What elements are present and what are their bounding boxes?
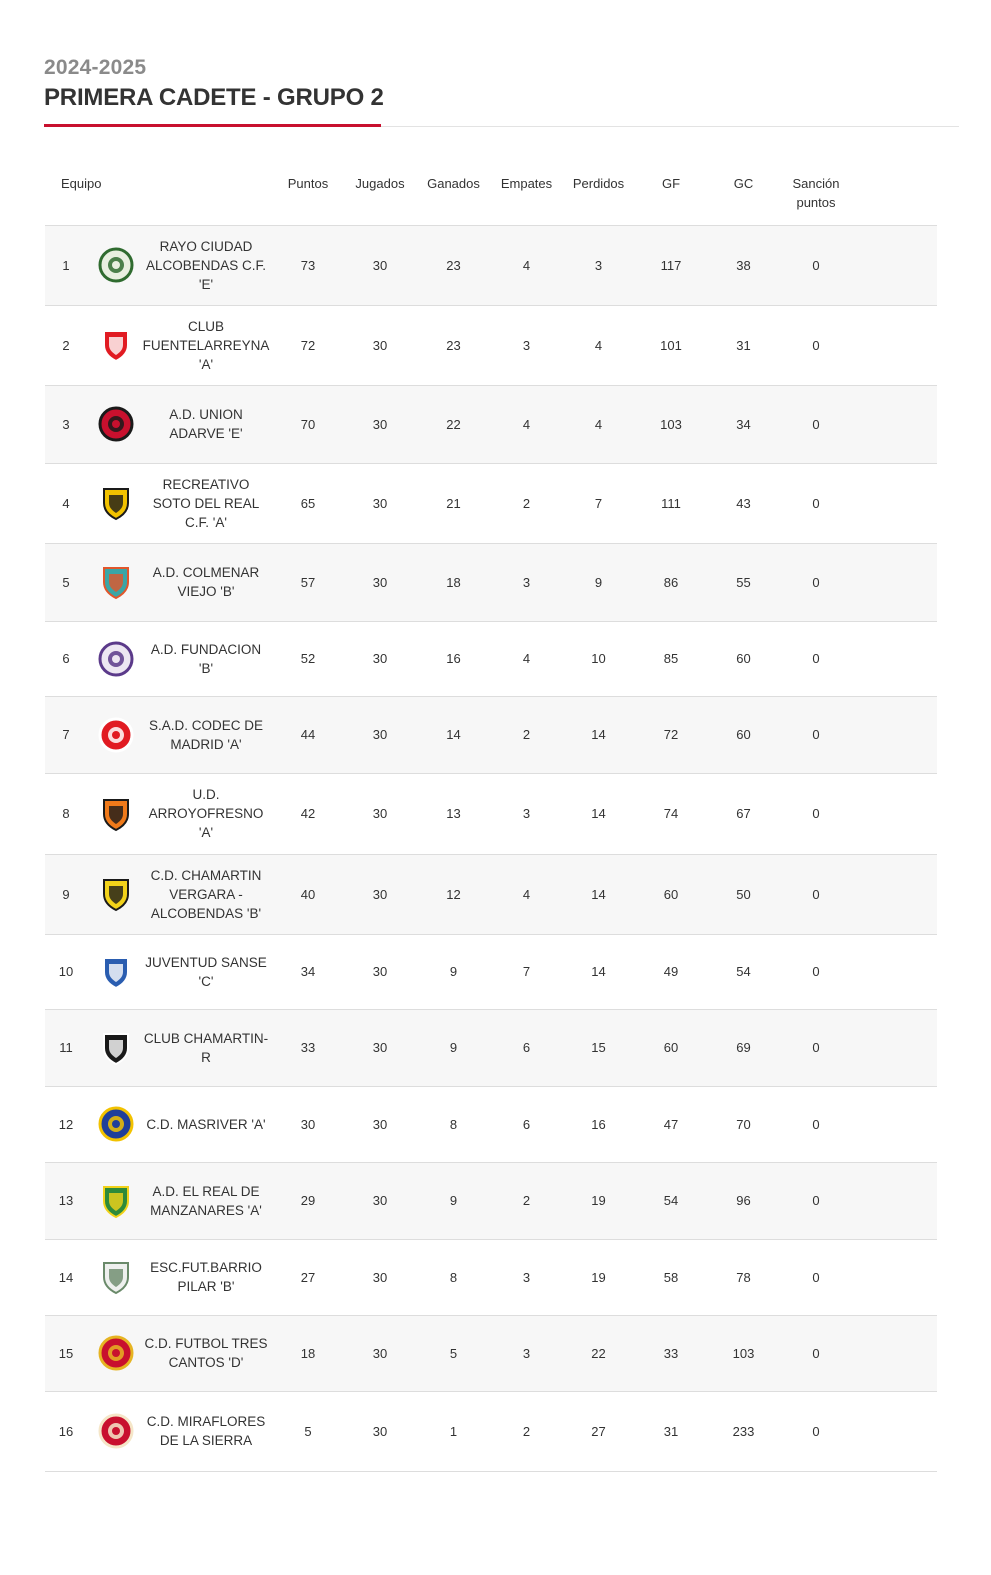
played-cell: 30 xyxy=(372,257,388,273)
drawn-cell: 2 xyxy=(522,1193,531,1208)
team-logo-cell xyxy=(89,1391,142,1471)
orange-black-shield-icon xyxy=(98,796,134,832)
team-name[interactable]: A.D. FUNDACION 'B' xyxy=(150,641,262,676)
team-name-link[interactable] xyxy=(142,1239,274,1315)
penalty-points-cell: 0 xyxy=(812,337,820,353)
row-spacer xyxy=(854,621,937,696)
points-cell: 40 xyxy=(300,886,316,902)
drawn-cell: 4 xyxy=(522,416,531,432)
team-name-link[interactable] xyxy=(142,1009,274,1086)
team-name-link[interactable] xyxy=(142,934,274,1009)
team-name-link[interactable] xyxy=(142,773,274,854)
purple-round-crest-icon xyxy=(98,641,134,677)
lost-cell: 14 xyxy=(591,727,606,742)
team-name-link[interactable] xyxy=(142,1391,274,1471)
position-cell: 10 xyxy=(58,964,74,979)
table-row xyxy=(45,1391,937,1471)
won-cell: 1 xyxy=(449,1423,458,1439)
lost-cell: 22 xyxy=(591,1345,606,1361)
team-name[interactable]: A.D. COLMENAR VIEJO 'B' xyxy=(152,565,260,599)
yellow-black-chv-shield-icon xyxy=(98,876,134,912)
goals-against-cell: 38 xyxy=(736,257,751,273)
lost-cell: 4 xyxy=(594,337,603,353)
team-name[interactable]: C.D. MASRIVER 'A' xyxy=(146,1116,266,1132)
penalty-points-cell: 0 xyxy=(812,574,820,590)
team-name[interactable]: JUVENTUD SANSE 'C' xyxy=(145,954,267,989)
row-spacer xyxy=(854,1391,937,1471)
col-header-spacer xyxy=(854,160,937,225)
drawn-cell: 3 xyxy=(522,806,531,821)
col-header-jugados: Jugados xyxy=(342,160,418,225)
lost-cell: 4 xyxy=(594,416,603,432)
team-logo-cell xyxy=(89,621,142,696)
drawn-cell: 3 xyxy=(522,574,531,590)
blue-shield-icon xyxy=(98,954,134,990)
col-header-empates: Empates xyxy=(489,160,564,225)
teal-orange-crest-icon xyxy=(98,564,134,600)
row-spacer xyxy=(854,225,937,305)
points-cell: 18 xyxy=(300,1345,316,1361)
goals-against-cell: 78 xyxy=(736,1269,751,1285)
team-name-link[interactable] xyxy=(142,463,274,543)
red-round-crest-icon xyxy=(98,717,134,753)
team-name-link[interactable] xyxy=(142,305,274,385)
col-header-gc: GC xyxy=(709,160,778,225)
points-cell: 29 xyxy=(300,1193,316,1208)
played-cell: 30 xyxy=(372,416,388,432)
penalty-points-cell: 0 xyxy=(812,1193,820,1208)
page-header xyxy=(44,56,959,112)
team-logo-cell xyxy=(89,934,142,1009)
row-spacer xyxy=(854,1162,937,1239)
team-name-link[interactable] xyxy=(142,1315,274,1391)
table-row xyxy=(45,773,937,854)
team-name-link[interactable] xyxy=(142,1162,274,1239)
table-row xyxy=(45,1162,937,1239)
won-cell: 21 xyxy=(446,495,461,511)
points-cell: 52 xyxy=(300,651,316,666)
red-gold-round-crest-icon xyxy=(98,1335,134,1371)
row-spacer xyxy=(854,543,937,621)
goals-against-cell: 60 xyxy=(736,651,751,666)
penalty-points-cell: 0 xyxy=(812,416,820,432)
points-cell: 73 xyxy=(300,257,316,273)
goals-for-cell: 74 xyxy=(663,806,679,821)
team-name[interactable]: U.D. ARROYOFRESNO 'A' xyxy=(148,787,264,840)
lost-cell: 7 xyxy=(594,495,603,511)
team-name[interactable]: RECREATIVO SOTO DEL REAL C.F. 'A' xyxy=(152,476,260,530)
row-spacer xyxy=(854,1086,937,1162)
grey-green-crest-icon xyxy=(98,1259,134,1295)
penalty-points-cell: 0 xyxy=(812,651,820,666)
col-header-gf: GF xyxy=(633,160,709,225)
goals-against-cell: 69 xyxy=(736,1040,751,1055)
green-round-crest-icon xyxy=(98,247,134,283)
lost-cell: 16 xyxy=(591,1116,606,1132)
goals-for-cell: 85 xyxy=(663,651,679,666)
team-name[interactable]: ESC.FUT.BARRIO PILAR 'B' xyxy=(150,1260,262,1294)
lost-cell: 15 xyxy=(591,1040,606,1055)
penalty-points-cell: 0 xyxy=(812,1269,820,1285)
team-logo-cell xyxy=(89,385,142,463)
played-cell: 30 xyxy=(372,651,388,666)
drawn-cell: 3 xyxy=(522,1269,531,1285)
goals-against-cell: 67 xyxy=(736,806,751,821)
season-label: 2024-2025 xyxy=(44,56,147,79)
team-name-link[interactable] xyxy=(142,1086,274,1162)
points-cell: 33 xyxy=(300,1040,316,1055)
penalty-points-cell: 0 xyxy=(812,1345,820,1361)
drawn-cell: 3 xyxy=(522,1345,531,1361)
goals-for-cell: 103 xyxy=(660,416,682,432)
col-header-equipo: Equipo xyxy=(45,160,274,225)
team-name[interactable]: A.D. UNION ADARVE 'E' xyxy=(169,407,243,441)
penalty-points-cell: 0 xyxy=(812,1423,820,1439)
team-logo-cell xyxy=(89,463,142,543)
team-name[interactable]: C.D. CHAMARTIN VERGARA - ALCOBENDAS 'B' xyxy=(150,867,262,921)
table-row xyxy=(45,696,937,773)
team-logo-cell xyxy=(89,1315,142,1391)
red-shield-icon xyxy=(98,327,134,363)
won-cell: 22 xyxy=(446,416,461,432)
goals-against-cell: 50 xyxy=(736,886,751,902)
position-cell: 7 xyxy=(62,727,70,742)
row-spacer xyxy=(854,854,937,934)
lost-cell: 10 xyxy=(591,651,606,666)
red-black-round-crest-icon xyxy=(98,406,134,442)
team-name[interactable]: S.A.D. CODEC DE MADRID 'A' xyxy=(148,717,264,752)
table-header-row xyxy=(45,160,937,225)
won-cell: 12 xyxy=(446,886,461,902)
points-cell: 5 xyxy=(304,1423,312,1439)
page-title: PRIMERA CADETE - GRUPO 2 xyxy=(44,84,384,111)
points-cell: 65 xyxy=(300,495,316,511)
table-row xyxy=(45,1315,937,1391)
team-name-link[interactable] xyxy=(142,696,274,773)
goals-for-cell: 72 xyxy=(663,727,679,742)
goals-against-cell: 96 xyxy=(736,1193,751,1208)
points-cell: 44 xyxy=(300,727,316,742)
col-header-sancion-puntos: Sanción puntos xyxy=(778,160,854,225)
position-cell: 2 xyxy=(62,337,70,353)
won-cell: 8 xyxy=(449,1116,458,1132)
black-white-checkered-shield-icon xyxy=(98,1030,134,1066)
drawn-cell: 6 xyxy=(522,1116,531,1132)
won-cell: 23 xyxy=(446,257,461,273)
position-cell: 5 xyxy=(62,574,70,590)
drawn-cell: 4 xyxy=(522,886,531,902)
lost-cell: 19 xyxy=(591,1193,606,1208)
played-cell: 30 xyxy=(372,1423,388,1439)
position-cell: 13 xyxy=(58,1193,74,1208)
lost-cell: 14 xyxy=(591,964,606,979)
goals-against-cell: 43 xyxy=(736,495,751,511)
position-cell: 1 xyxy=(62,257,70,273)
won-cell: 9 xyxy=(449,964,458,979)
played-cell: 30 xyxy=(372,1116,388,1132)
title-underline-accent xyxy=(44,124,381,127)
position-cell: 8 xyxy=(62,806,70,821)
position-cell: 4 xyxy=(62,495,70,511)
team-name[interactable]: CLUB CHAMARTIN-R xyxy=(143,1030,269,1065)
goals-against-cell: 54 xyxy=(736,964,751,979)
played-cell: 30 xyxy=(372,574,388,590)
team-logo-cell xyxy=(89,854,142,934)
position-cell: 14 xyxy=(58,1269,74,1285)
goals-against-cell: 34 xyxy=(736,416,751,432)
row-spacer xyxy=(854,773,937,854)
team-name-link[interactable] xyxy=(142,543,274,621)
row-spacer xyxy=(854,385,937,463)
played-cell: 30 xyxy=(372,727,388,742)
won-cell: 14 xyxy=(446,727,461,742)
played-cell: 30 xyxy=(372,806,388,821)
goals-against-cell: 70 xyxy=(736,1116,751,1132)
goals-for-cell: 117 xyxy=(660,257,682,273)
row-spacer xyxy=(854,1009,937,1086)
team-logo-cell xyxy=(89,1162,142,1239)
played-cell: 30 xyxy=(372,1040,388,1055)
position-cell: 9 xyxy=(62,886,70,902)
table-row xyxy=(45,934,937,1009)
won-cell: 9 xyxy=(449,1193,458,1208)
penalty-points-cell: 0 xyxy=(812,1040,820,1055)
played-cell: 30 xyxy=(372,886,388,902)
points-cell: 30 xyxy=(300,1116,316,1132)
goals-against-cell: 103 xyxy=(732,1345,755,1361)
played-cell: 30 xyxy=(372,495,388,511)
table-row xyxy=(45,621,937,696)
won-cell: 13 xyxy=(446,806,461,821)
team-logo-cell xyxy=(89,225,142,305)
lost-cell: 3 xyxy=(594,257,603,273)
red-white-round-crest-icon xyxy=(98,1413,134,1449)
goals-against-cell: 31 xyxy=(736,337,751,353)
played-cell: 30 xyxy=(372,1269,388,1285)
yellow-black-shield-icon xyxy=(98,485,134,521)
points-cell: 27 xyxy=(300,1269,316,1285)
blue-yellow-round-crest-icon xyxy=(98,1106,134,1142)
played-cell: 30 xyxy=(372,964,388,979)
green-yellow-shield-icon xyxy=(98,1183,134,1219)
lost-cell: 19 xyxy=(591,1269,606,1285)
team-name-link[interactable] xyxy=(142,621,274,696)
table-row xyxy=(45,1086,937,1162)
table-row xyxy=(45,463,937,543)
col-header-ganados: Ganados xyxy=(418,160,489,225)
goals-for-cell: 33 xyxy=(663,1345,679,1361)
points-cell: 34 xyxy=(300,964,316,979)
drawn-cell: 3 xyxy=(522,337,531,353)
team-logo-cell xyxy=(89,543,142,621)
lost-cell: 14 xyxy=(591,806,606,821)
table-row xyxy=(45,225,937,305)
standings-table xyxy=(45,160,937,1472)
goals-for-cell: 49 xyxy=(663,964,679,979)
position-cell: 6 xyxy=(62,651,70,666)
row-spacer xyxy=(854,305,937,385)
team-name[interactable]: C.D. MIRAFLORES DE LA SIERRA xyxy=(146,1414,266,1448)
won-cell: 8 xyxy=(449,1269,458,1285)
penalty-points-cell: 0 xyxy=(812,886,820,902)
goals-for-cell: 60 xyxy=(663,1040,679,1055)
points-cell: 70 xyxy=(300,416,316,432)
lost-cell: 27 xyxy=(591,1423,606,1439)
team-logo-cell xyxy=(89,1009,142,1086)
team-name[interactable]: RAYO CIUDAD ALCOBENDAS C.F. 'E' xyxy=(145,238,267,292)
penalty-points-cell: 0 xyxy=(812,727,820,742)
team-name[interactable]: A.D. EL REAL DE MANZANARES 'A' xyxy=(150,1183,262,1218)
team-name[interactable]: CLUB FUENTELARREYNA 'A' xyxy=(142,318,270,372)
team-name[interactable]: C.D. FUTBOL TRES CANTOS 'D' xyxy=(144,1336,268,1370)
team-logo-cell xyxy=(89,1239,142,1315)
won-cell: 16 xyxy=(446,651,461,666)
won-cell: 9 xyxy=(449,1040,458,1055)
row-spacer xyxy=(854,934,937,1009)
points-cell: 57 xyxy=(300,574,316,590)
table-row xyxy=(45,385,937,463)
penalty-points-cell: 0 xyxy=(812,964,820,979)
goals-against-cell: 233 xyxy=(732,1423,755,1439)
team-name-link[interactable] xyxy=(142,225,274,305)
position-cell: 3 xyxy=(62,416,70,432)
team-logo-cell xyxy=(89,1086,142,1162)
played-cell: 30 xyxy=(372,1193,388,1208)
drawn-cell: 4 xyxy=(522,651,531,666)
goals-for-cell: 31 xyxy=(663,1423,679,1439)
lost-cell: 9 xyxy=(594,574,603,590)
drawn-cell: 2 xyxy=(522,727,531,742)
drawn-cell: 4 xyxy=(522,257,531,273)
position-cell: 12 xyxy=(58,1116,74,1132)
won-cell: 5 xyxy=(449,1345,458,1361)
played-cell: 30 xyxy=(372,337,388,353)
lost-cell: 14 xyxy=(591,886,606,902)
position-cell: 11 xyxy=(59,1040,73,1055)
position-cell: 15 xyxy=(58,1345,74,1361)
table-row xyxy=(45,1239,937,1315)
played-cell: 30 xyxy=(372,1345,388,1361)
goals-for-cell: 47 xyxy=(663,1116,679,1132)
goals-for-cell: 60 xyxy=(663,886,679,902)
row-spacer xyxy=(854,696,937,773)
col-header-puntos: Puntos xyxy=(274,160,342,225)
team-logo-cell xyxy=(89,696,142,773)
goals-for-cell: 54 xyxy=(663,1193,679,1208)
goals-for-cell: 86 xyxy=(663,574,679,590)
team-name-link[interactable] xyxy=(142,854,274,934)
table-row xyxy=(45,305,937,385)
goals-for-cell: 58 xyxy=(663,1269,679,1285)
penalty-points-cell: 0 xyxy=(812,806,820,821)
table-row xyxy=(45,1009,937,1086)
team-name-link[interactable] xyxy=(142,385,274,463)
goals-for-cell: 111 xyxy=(661,495,681,511)
penalty-points-cell: 0 xyxy=(812,1116,820,1132)
goals-against-cell: 60 xyxy=(736,727,751,742)
won-cell: 18 xyxy=(446,574,461,590)
position-cell: 16 xyxy=(58,1423,74,1439)
drawn-cell: 2 xyxy=(522,495,531,511)
row-spacer xyxy=(854,1239,937,1315)
row-spacer xyxy=(854,1315,937,1391)
table-row xyxy=(45,543,937,621)
team-logo-cell xyxy=(89,305,142,385)
drawn-cell: 6 xyxy=(522,1040,531,1055)
drawn-cell: 2 xyxy=(522,1423,531,1439)
penalty-points-cell: 0 xyxy=(812,257,820,273)
points-cell: 72 xyxy=(300,337,316,353)
table-row xyxy=(45,854,937,934)
row-spacer xyxy=(854,463,937,543)
col-header-perdidos: Perdidos xyxy=(564,160,633,225)
won-cell: 23 xyxy=(446,337,461,353)
drawn-cell: 7 xyxy=(522,964,531,979)
goals-against-cell: 55 xyxy=(736,574,751,590)
goals-for-cell: 101 xyxy=(660,337,682,353)
penalty-points-cell: 0 xyxy=(812,495,820,511)
points-cell: 42 xyxy=(300,806,316,821)
team-logo-cell xyxy=(89,773,142,854)
